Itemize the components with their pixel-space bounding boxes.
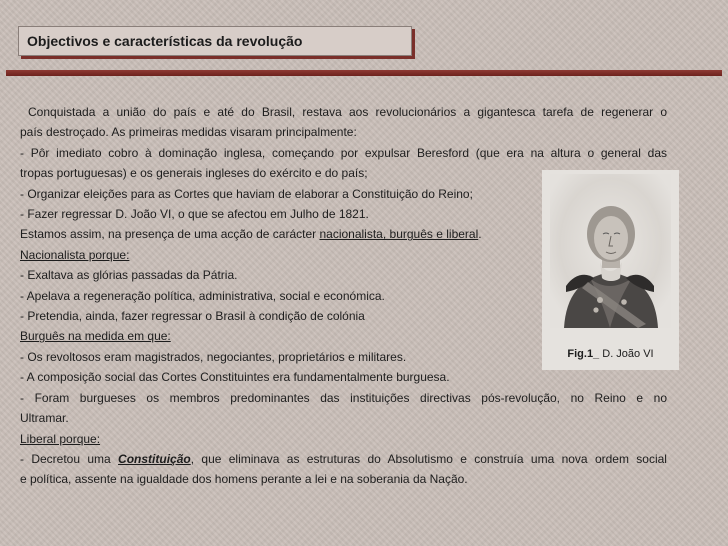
liberal-heading: Liberal porque: (20, 431, 101, 446)
title-divider (6, 70, 722, 76)
portrait-image (550, 174, 671, 328)
summary-characteristics: nacionalista, burguês e liberal (319, 227, 479, 242)
burgues-item-2: - A composição social das Cortes Constituintes era fundamentalmente burguesa. (20, 370, 450, 385)
intro-line-1: Conquistada a união do país e até do Brasil, restava aos revolucionários a gigantesca tarefa de regenerar o (28, 105, 667, 119)
intro-line-2: país destroçado. As primeiras medidas visaram principalmente: (20, 125, 357, 140)
figure-label: Fig.1_ (567, 348, 600, 360)
liberal-item-1-line-1 (20, 449, 667, 469)
figure-subject: D. João VI (599, 348, 654, 360)
bullet-1-line-1: - Pôr imediato cobro à dominação inglesa, começando por expulsar Beresford (que era na altura o general das (20, 145, 667, 160)
nacionalista-item-1: - Exaltava as glórias passadas da Pátria. (20, 268, 238, 283)
figure-caption (542, 348, 679, 360)
nacionalista-item-3: - Pretendia, ainda, fazer regressar o Brasil à condição de colónia (20, 309, 365, 324)
slide-title: Objectivos e características da revolução (27, 33, 303, 49)
liberal-constituicao: Constituição (118, 451, 191, 466)
nacionalista-item-2: - Apelava a regeneração política, administrativa, social e económica. (20, 288, 385, 303)
burgues-item-1: - Os revoltosos eram magistrados, negociantes, proprietários e militares. (20, 349, 407, 364)
liberal-prefix: - Decretou uma (20, 451, 119, 466)
liberal-item-1-line-2: e política, assente na igualdade dos homens perante a lei e na soberania da Nação. (20, 472, 468, 487)
bullet-1-line-2: tropas portuguesas) e os generais ingleses do exército e do país; (20, 166, 368, 181)
liberal-suffix: , que eliminava as estruturas do Absolutismo e construía uma nova ordem social (190, 451, 667, 466)
nacionalista-heading: Nacionalista porque: (20, 247, 130, 262)
portrait-figure (542, 170, 679, 370)
title-box (18, 26, 412, 56)
bullet-2: - Organizar eleições para as Cortes que haviam de elaborar a Constituição do Reino; (20, 186, 473, 201)
summary-prefix: Estamos assim, na presença de uma acção de carácter (20, 227, 320, 242)
burgues-item-3-line-1: - Foram burgueses os membros predominantes das instituições directivas pós-revolução, no Reino e no (20, 390, 667, 405)
burgues-heading: Burguês na medida em que: (20, 329, 171, 344)
bullet-3: - Fazer regressar D. João VI, o que se afectou em Julho de 1821. (20, 207, 369, 222)
summary-suffix: . (478, 227, 482, 242)
burgues-item-3-line-2: Ultramar. (20, 411, 69, 426)
